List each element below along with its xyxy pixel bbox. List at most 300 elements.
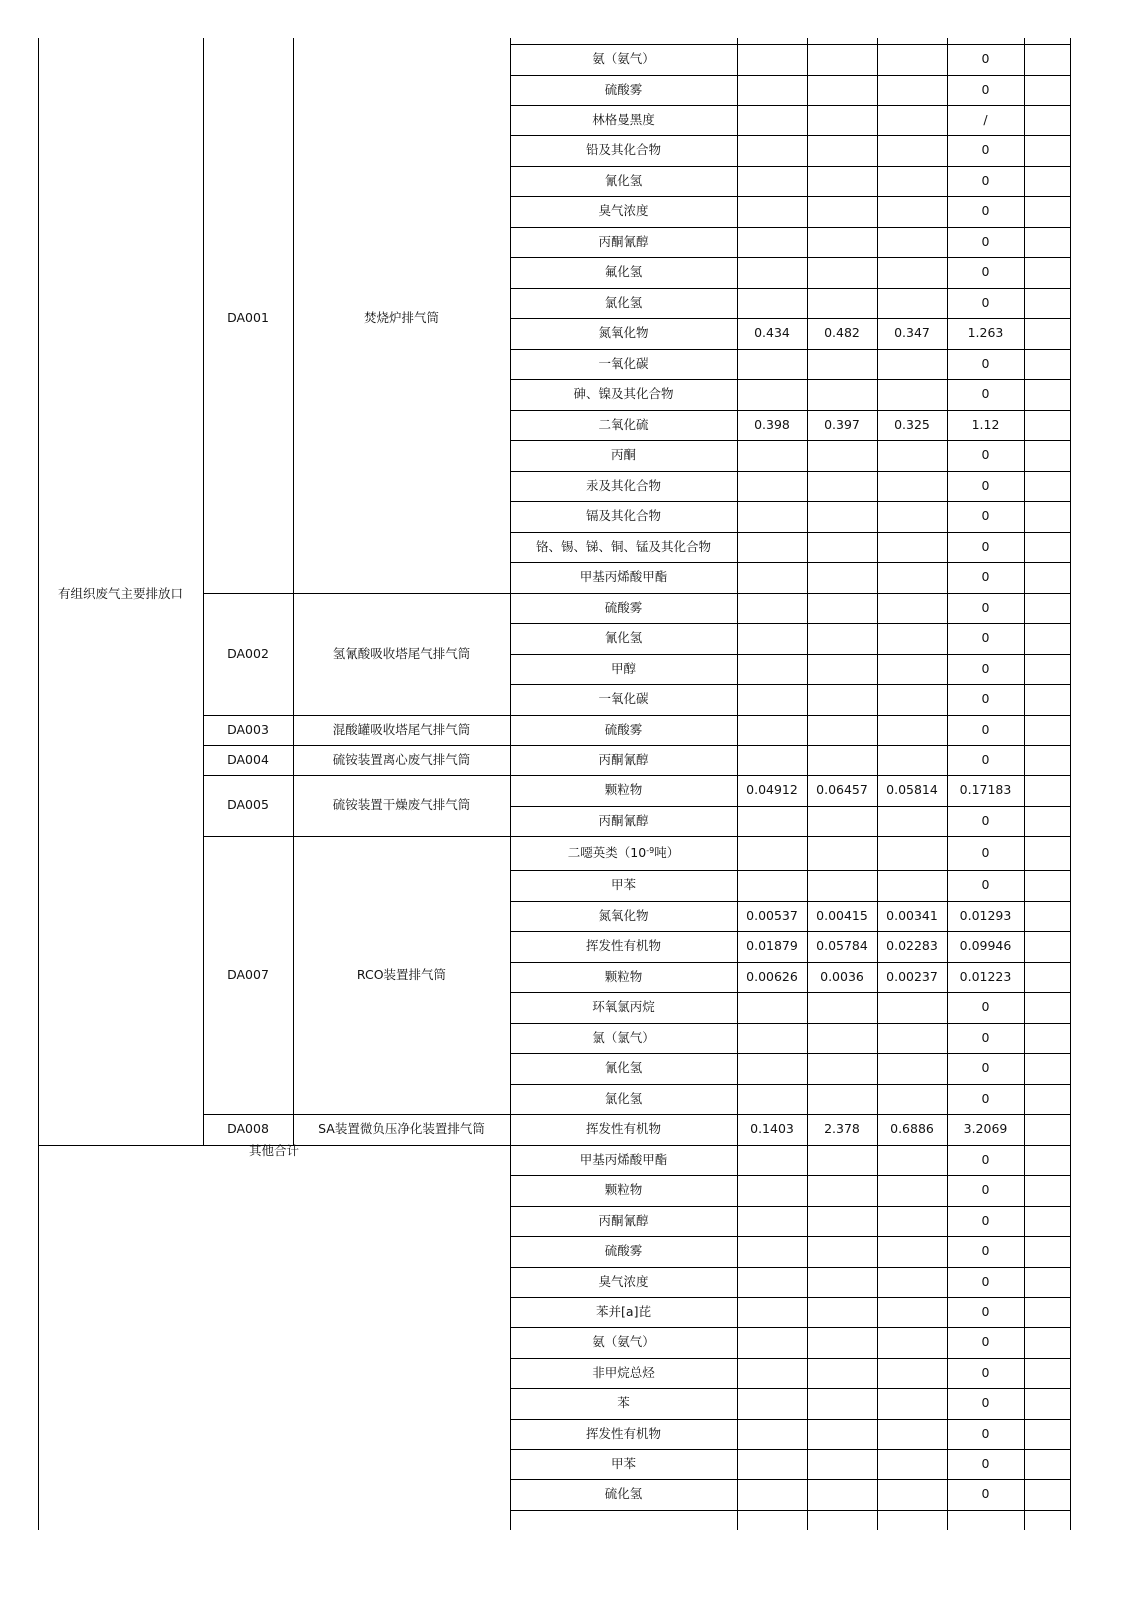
value-cell-3 <box>877 196 947 227</box>
value-cell-2 <box>807 257 877 288</box>
pollutant-name: 硫酸雾 <box>604 599 643 615</box>
value-cell-1 <box>737 593 807 623</box>
value-cell-3 <box>877 349 947 379</box>
value-cell-2 <box>807 684 877 715</box>
total-cell: 0.17183 <box>959 782 1012 798</box>
value-cell-1 <box>737 257 807 288</box>
total-cell: 0 <box>981 1090 990 1106</box>
value-cell-2 <box>807 135 877 166</box>
total-cell: 0 <box>981 1060 990 1076</box>
value-cell-3 <box>877 1053 947 1084</box>
value-cell-3 <box>877 501 947 532</box>
outlet-code: DA005 <box>227 797 269 813</box>
pollutant-name: 硫酸雾 <box>604 721 643 737</box>
total-cell: 0 <box>981 1395 990 1411</box>
total-cell: 0 <box>981 508 990 524</box>
remarks-cell <box>1024 349 1070 379</box>
value-cell-3 <box>877 471 947 501</box>
pollutant-name: 挥发性有机物 <box>585 1121 661 1137</box>
outlet-code: DA003 <box>227 721 269 737</box>
pollutant-name: 氨（氨气） <box>592 51 655 67</box>
remarks-cell <box>1024 1388 1070 1419</box>
value-cell-3 <box>877 870 947 901</box>
remarks-cell <box>1024 379 1070 410</box>
pollutant-name: 氯（氯气） <box>592 1029 655 1045</box>
pollutant-name: 氟化氢 <box>604 264 643 280</box>
value-cell-3 <box>877 1175 947 1206</box>
value-cell-1 <box>737 227 807 257</box>
value-cell-3 <box>877 836 947 870</box>
value-cell-3: 0.02283 <box>886 938 938 954</box>
value-cell-1 <box>737 1175 807 1206</box>
value-cell-2 <box>807 379 877 410</box>
pollutant-name: 臭气浓度 <box>598 203 649 219</box>
value-cell-3 <box>877 379 947 410</box>
pollutant-name: 挥发性有机物 <box>585 938 661 954</box>
value-cell-1 <box>737 379 807 410</box>
value-cell-3 <box>877 992 947 1023</box>
value-cell-1 <box>737 1297 807 1327</box>
value-cell-3 <box>877 1479 947 1510</box>
value-cell-1 <box>737 1388 807 1419</box>
pollutant-name: 氨（氨气） <box>592 1334 655 1350</box>
pollutant-name: 氰化氢 <box>604 172 643 188</box>
value-cell-1 <box>737 836 807 870</box>
total-cell: 0.01223 <box>959 968 1012 984</box>
value-cell-1 <box>737 1267 807 1297</box>
remarks-cell <box>1024 684 1070 715</box>
value-cell-1 <box>737 440 807 471</box>
total-cell: 0 <box>981 1425 990 1441</box>
remarks-cell <box>1024 1297 1070 1327</box>
pollutant-name: 硫酸雾 <box>604 81 643 97</box>
value-cell-2 <box>807 806 877 836</box>
value-cell-3 <box>877 1206 947 1236</box>
value-cell-1 <box>737 532 807 562</box>
value-cell-2 <box>807 1327 877 1358</box>
value-cell-2 <box>807 1236 877 1267</box>
total-cell: 0 <box>981 51 990 67</box>
pollutant-name: 甲苯 <box>610 1455 636 1471</box>
value-cell-1 <box>737 992 807 1023</box>
remarks-cell <box>1024 1267 1070 1297</box>
value-cell-1 <box>737 745 807 775</box>
total-cell: 0 <box>981 751 990 767</box>
value-cell-3 <box>877 440 947 471</box>
total-cell: 1.263 <box>967 325 1004 341</box>
remarks-cell <box>1024 836 1070 870</box>
remarks-cell <box>1024 1084 1070 1114</box>
pollutant-name: 氰化氢 <box>604 630 643 646</box>
value-cell-3 <box>877 288 947 318</box>
pollutant-name: 二氧化硫 <box>598 416 649 432</box>
outlet-code: DA007 <box>227 966 269 982</box>
value-cell-1: 0.398 <box>754 416 790 432</box>
section-label: 其他合计 <box>248 1143 299 1158</box>
value-cell-2 <box>807 1479 877 1510</box>
value-cell-2 <box>807 992 877 1023</box>
remarks-cell <box>1024 75 1070 105</box>
value-cell-1 <box>737 1449 807 1479</box>
pollutant-name: 硫酸雾 <box>604 1243 643 1259</box>
pollutant-name: 颗粒物 <box>604 1182 643 1198</box>
outlet-name: 焚烧炉排气筒 <box>363 310 439 326</box>
remarks-cell <box>1024 962 1070 992</box>
value-cell-2 <box>807 501 877 532</box>
value-cell-1 <box>737 715 807 745</box>
remarks-cell <box>1024 227 1070 257</box>
total-cell: 0 <box>981 203 990 219</box>
outlet-name: 氢氰酸吸收塔尾气排气筒 <box>332 645 471 661</box>
remarks-cell <box>1024 870 1070 901</box>
pollutant-name: 甲苯 <box>610 877 636 893</box>
value-cell-2 <box>807 288 877 318</box>
pollutant-name: 丙酮氰醇 <box>598 1212 649 1228</box>
total-cell: 0 <box>981 233 990 249</box>
value-cell-1 <box>737 1358 807 1388</box>
value-cell-3 <box>877 623 947 654</box>
value-cell-1 <box>737 870 807 901</box>
total-cell: 0 <box>981 142 990 158</box>
total-cell: 0 <box>981 1334 990 1350</box>
value-cell-3 <box>877 684 947 715</box>
value-cell-1 <box>737 1206 807 1236</box>
value-cell-2 <box>807 1175 877 1206</box>
pollutant-name: 臭气浓度 <box>598 1273 649 1289</box>
remarks-cell <box>1024 715 1070 745</box>
value-cell-2 <box>807 1358 877 1388</box>
remarks-cell <box>1024 105 1070 135</box>
value-cell-2 <box>807 745 877 775</box>
total-cell: 0 <box>981 1243 990 1259</box>
remarks-cell <box>1024 135 1070 166</box>
value-cell-1 <box>737 166 807 196</box>
value-cell-2 <box>807 105 877 135</box>
remarks-cell <box>1024 44 1070 75</box>
value-cell-2 <box>807 440 877 471</box>
outlet-name: 硫铵装置干燥废气排气筒 <box>332 797 471 813</box>
value-cell-1 <box>737 501 807 532</box>
value-cell-3 <box>877 1327 947 1358</box>
pollutant-name: 苯 <box>617 1395 630 1411</box>
value-cell-2 <box>807 1267 877 1297</box>
total-cell: 0 <box>981 721 990 737</box>
remarks-cell <box>1024 501 1070 532</box>
outlet-name: 混酸罐吸收塔尾气排气筒 <box>332 721 471 737</box>
pollutant-name: 林格曼黑度 <box>592 111 655 127</box>
value-cell-1 <box>737 623 807 654</box>
value-cell-1 <box>737 1479 807 1510</box>
total-cell: 0.01293 <box>959 907 1012 923</box>
value-cell-3 <box>877 1419 947 1449</box>
total-cell: 0 <box>981 386 990 402</box>
value-cell-1 <box>737 1145 807 1175</box>
value-cell-2 <box>807 44 877 75</box>
value-cell-2 <box>807 593 877 623</box>
pollutant-name: 苯并[a]芘 <box>596 1303 651 1319</box>
value-cell-2 <box>807 1145 877 1175</box>
pollutant-name: 丙酮氰醇 <box>598 812 649 828</box>
total-cell: 0 <box>981 294 990 310</box>
value-cell-3 <box>877 135 947 166</box>
value-cell-1 <box>737 806 807 836</box>
outlet-name: 硫铵装置离心废气排气筒 <box>332 751 471 767</box>
value-cell-2: 0.05784 <box>816 938 868 954</box>
remarks-cell <box>1024 166 1070 196</box>
value-cell-3 <box>877 562 947 593</box>
remarks-cell <box>1024 532 1070 562</box>
value-cell-2 <box>807 166 877 196</box>
value-cell-3 <box>877 1084 947 1114</box>
remarks-cell <box>1024 410 1070 440</box>
remarks-cell <box>1024 992 1070 1023</box>
remarks-cell <box>1024 1419 1070 1449</box>
value-cell-2 <box>807 623 877 654</box>
value-cell-2 <box>807 1297 877 1327</box>
remarks-cell <box>1024 1449 1070 1479</box>
value-cell-2 <box>807 1084 877 1114</box>
pollutant-name: 环氧氯丙烷 <box>592 999 655 1015</box>
remarks-cell <box>1024 593 1070 623</box>
total-cell: 0 <box>981 172 990 188</box>
outlet-code: DA008 <box>227 1121 269 1137</box>
value-cell-3: 0.6886 <box>890 1121 934 1137</box>
value-cell-3 <box>877 532 947 562</box>
value-cell-2 <box>807 870 877 901</box>
remarks-cell <box>1024 1358 1070 1388</box>
total-cell: 0 <box>981 1273 990 1289</box>
value-cell-2 <box>807 715 877 745</box>
pollutant-name: 甲基丙烯酸甲酯 <box>579 1151 668 1167</box>
value-cell-1 <box>737 654 807 684</box>
total-cell: 0 <box>981 1212 990 1228</box>
total-cell: 0 <box>981 877 990 893</box>
value-cell-1 <box>737 471 807 501</box>
pollutant-name: 汞及其化合物 <box>585 477 661 493</box>
value-cell-2: 0.482 <box>824 325 860 341</box>
pollutant-name: 砷、镍及其化合物 <box>573 386 674 402</box>
value-cell-3 <box>877 1023 947 1053</box>
total-cell: 0 <box>981 1455 990 1471</box>
value-cell-2 <box>807 75 877 105</box>
value-cell-3 <box>877 227 947 257</box>
remarks-cell <box>1024 440 1070 471</box>
pollutant-name: 非甲烷总烃 <box>592 1364 655 1380</box>
pollutant-name: 挥发性有机物 <box>585 1425 661 1441</box>
remarks-cell <box>1024 288 1070 318</box>
remarks-cell <box>1024 931 1070 962</box>
value-cell-2 <box>807 532 877 562</box>
value-cell-1 <box>737 1327 807 1358</box>
value-cell-3 <box>877 1449 947 1479</box>
value-cell-2: 2.378 <box>824 1121 860 1137</box>
value-cell-2 <box>807 1419 877 1449</box>
remarks-cell <box>1024 1053 1070 1084</box>
value-cell-3: 0.05814 <box>886 782 938 798</box>
value-cell-3: 0.00341 <box>886 907 938 923</box>
value-cell-1 <box>737 75 807 105</box>
outlet-name: RCO装置排气筒 <box>356 966 447 982</box>
pollutant-name: 氮氧化物 <box>598 907 649 923</box>
remarks-cell <box>1024 1327 1070 1358</box>
total-cell: 0 <box>981 999 990 1015</box>
pollutant-name: 氯化氢 <box>604 294 643 310</box>
remarks-cell <box>1024 562 1070 593</box>
value-cell-3 <box>877 593 947 623</box>
value-cell-2 <box>807 471 877 501</box>
remarks-cell <box>1024 623 1070 654</box>
pollutant-name: 甲醇 <box>610 660 636 676</box>
value-cell-2: 0.06457 <box>816 782 868 798</box>
unit-suffix: 吨） <box>654 844 680 860</box>
remarks-cell <box>1024 1206 1070 1236</box>
value-cell-1 <box>737 288 807 318</box>
table-border <box>1070 38 1071 1530</box>
total-cell: 0.09946 <box>959 938 1012 954</box>
total-cell: 0 <box>981 538 990 554</box>
total-cell: 0 <box>981 81 990 97</box>
value-cell-2 <box>807 1206 877 1236</box>
pollutant-name: 硫化氢 <box>604 1486 643 1502</box>
value-cell-3 <box>877 75 947 105</box>
outlet-code: DA002 <box>227 645 269 661</box>
value-cell-1: 0.1403 <box>750 1121 794 1137</box>
pollutant-name: 氯化氢 <box>604 1090 643 1106</box>
remarks-cell <box>1024 775 1070 806</box>
pollutant-name: 镉及其化合物 <box>585 508 661 524</box>
pollutant-name: 丙酮 <box>610 447 636 463</box>
pollutant-name: 一氧化碳 <box>598 355 649 371</box>
value-cell-1: 0.01879 <box>746 938 798 954</box>
value-cell-3 <box>877 1388 947 1419</box>
pollutant-name: 氰化氢 <box>604 1060 643 1076</box>
value-cell-2 <box>807 1388 877 1419</box>
total-cell: 0 <box>981 844 990 860</box>
value-cell-2: 0.397 <box>824 416 860 432</box>
value-cell-2 <box>807 836 877 870</box>
value-cell-1 <box>737 44 807 75</box>
remarks-cell <box>1024 1175 1070 1206</box>
value-cell-3 <box>877 44 947 75</box>
remarks-cell <box>1024 471 1070 501</box>
total-cell: 0 <box>981 1486 990 1502</box>
remarks-cell <box>1024 1236 1070 1267</box>
total-cell: / <box>983 111 988 127</box>
pollutant-name: 颗粒物 <box>604 968 643 984</box>
total-cell: 0 <box>981 812 990 828</box>
total-cell: 0 <box>981 264 990 280</box>
value-cell-3: 0.325 <box>894 416 930 432</box>
value-cell-2 <box>807 1449 877 1479</box>
value-cell-3 <box>877 257 947 288</box>
value-cell-2 <box>807 196 877 227</box>
value-cell-1: 0.434 <box>754 325 790 341</box>
pollutant-name: 丙酮氰醇 <box>598 233 649 249</box>
value-cell-1 <box>737 1053 807 1084</box>
value-cell-3: 0.347 <box>894 325 930 341</box>
value-cell-1 <box>737 684 807 715</box>
value-cell-1: 0.00537 <box>746 907 798 923</box>
outlet-code: DA004 <box>227 751 269 767</box>
value-cell-3 <box>877 806 947 836</box>
value-cell-2 <box>807 562 877 593</box>
value-cell-2: 0.00415 <box>816 907 868 923</box>
total-cell: 0 <box>981 569 990 585</box>
total-cell: 0 <box>981 1029 990 1045</box>
value-cell-3 <box>877 1236 947 1267</box>
pollutant-name: 氮氧化物 <box>598 325 649 341</box>
total-cell: 0 <box>981 1364 990 1380</box>
value-cell-2 <box>807 227 877 257</box>
outlet-name: SA装置微负压净化装置排气筒 <box>318 1121 485 1137</box>
value-cell-2 <box>807 1053 877 1084</box>
total-cell: 0 <box>981 599 990 615</box>
section-label: 有组织废气主要排放口 <box>57 586 183 602</box>
total-cell: 0 <box>981 447 990 463</box>
outlet-code: DA001 <box>227 310 269 326</box>
value-cell-3 <box>877 1267 947 1297</box>
pollutant-name <box>510 836 737 870</box>
remarks-cell <box>1024 901 1070 931</box>
total-cell: 3.2069 <box>963 1121 1008 1137</box>
total-cell: 0 <box>981 660 990 676</box>
pollutant-name: 铬、锡、锑、铜、锰及其化合物 <box>535 538 711 554</box>
value-cell-1 <box>737 562 807 593</box>
pollutant-name: 一氧化碳 <box>598 691 649 707</box>
value-cell-1 <box>737 349 807 379</box>
remarks-cell <box>1024 1114 1070 1145</box>
value-cell-3 <box>877 1297 947 1327</box>
remarks-cell <box>1024 745 1070 775</box>
total-cell: 0 <box>981 1151 990 1167</box>
value-cell-1 <box>737 1419 807 1449</box>
value-cell-2 <box>807 349 877 379</box>
value-cell-1 <box>737 1084 807 1114</box>
value-cell-3 <box>877 654 947 684</box>
value-cell-3 <box>877 1145 947 1175</box>
value-cell-3: 0.00237 <box>886 968 938 984</box>
total-cell: 0 <box>981 691 990 707</box>
value-cell-1 <box>737 105 807 135</box>
remarks-cell <box>1024 1145 1070 1175</box>
total-cell: 0 <box>981 1303 990 1319</box>
value-cell-3 <box>877 166 947 196</box>
value-cell-1: 0.04912 <box>746 782 798 798</box>
table-border <box>510 1510 1070 1511</box>
pollutant-name-text: 二噁英类（10 <box>567 844 647 860</box>
total-cell: 0 <box>981 355 990 371</box>
remarks-cell <box>1024 196 1070 227</box>
remarks-cell <box>1024 257 1070 288</box>
remarks-cell <box>1024 1023 1070 1053</box>
value-cell-1 <box>737 196 807 227</box>
value-cell-3 <box>877 745 947 775</box>
value-cell-3 <box>877 715 947 745</box>
value-cell-1 <box>737 1023 807 1053</box>
remarks-cell <box>1024 1479 1070 1510</box>
value-cell-1 <box>737 1236 807 1267</box>
pollutant-name: 甲基丙烯酸甲酯 <box>579 569 668 585</box>
value-cell-2: 0.0036 <box>820 968 864 984</box>
total-cell: 1.12 <box>971 416 1000 432</box>
value-cell-3 <box>877 105 947 135</box>
remarks-cell <box>1024 654 1070 684</box>
remarks-cell <box>1024 318 1070 349</box>
total-cell: 0 <box>981 630 990 646</box>
value-cell-2 <box>807 1023 877 1053</box>
pollutant-name: 丙酮氰醇 <box>598 751 649 767</box>
pollutant-name: 颗粒物 <box>604 782 643 798</box>
